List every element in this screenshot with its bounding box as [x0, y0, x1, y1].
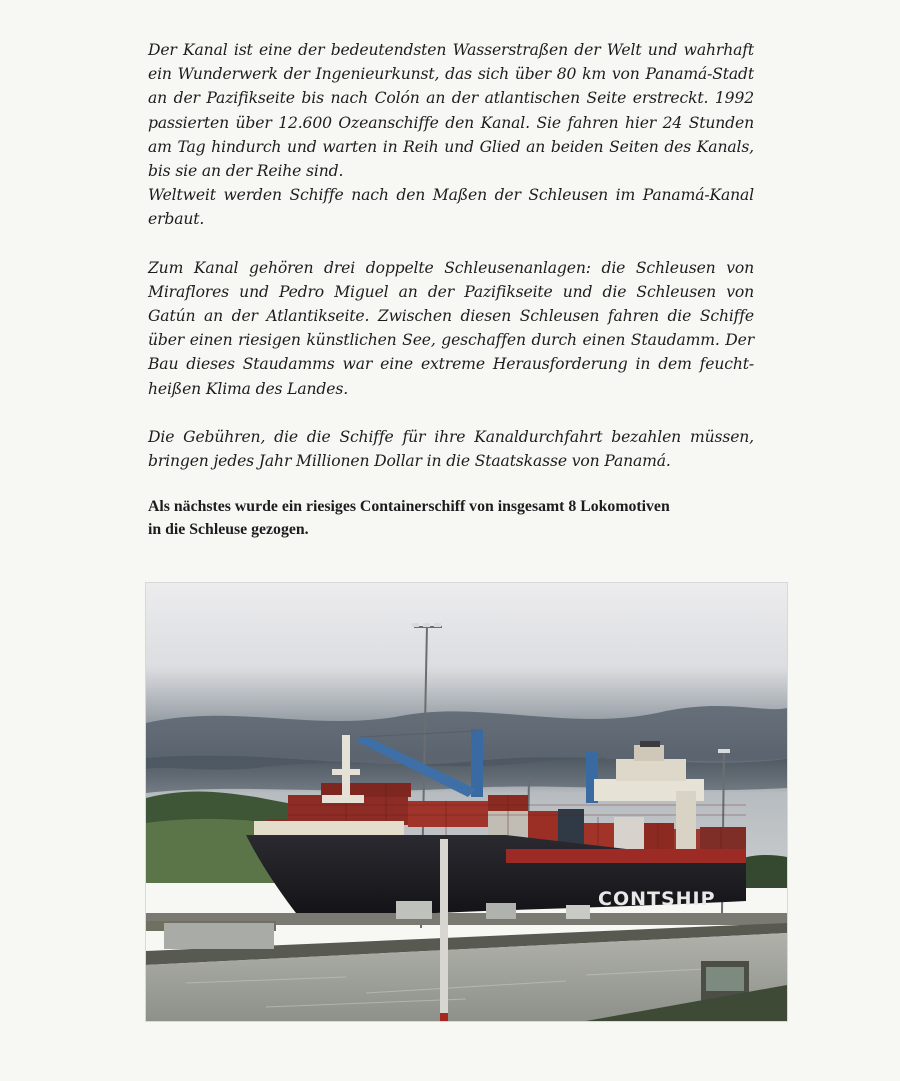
- photo-caption: [148, 495, 754, 541]
- paragraph-canal-intro: [148, 38, 754, 232]
- caption-line: Als nächstes wurde ein riesiges Containerschiff von insgesamt 8 Lokomotiven: [148, 498, 670, 516]
- text-line: Zum Kanal gehören drei doppelte Schleusenanlagen: die Schleusen von: [148, 258, 754, 277]
- text-line: Gatún an der Atlantikseite. Zwischen diesen Schleusen fahren die Schiffe: [148, 307, 754, 326]
- text-line: am Tag hindurch und warten in Reih und Glied an beiden Seiten des Kanals,: [148, 137, 754, 156]
- paragraph-fees: [148, 425, 754, 473]
- text-line: an der Pazifikseite bis nach Colón an der atlantischen Seite erstreckt. 1992: [148, 89, 754, 108]
- text-line: ein Wunderwerk der Ingenieurkunst, das sich über 80 km von Panamá-Stadt: [148, 65, 754, 84]
- text-line: Miraflores und Pedro Miguel an der Pazifikseite und die Schleusen von: [148, 282, 754, 301]
- text-line: erbaut.: [148, 210, 205, 229]
- caption-line: in die Schleuse gezogen.: [148, 521, 309, 539]
- text-block: [148, 38, 754, 541]
- text-line: passierten über 12.600 Ozeanschiffe den Kanal. Sie fahren hier 24 Stunden: [148, 113, 754, 132]
- text-line: Die Gebühren, die die Schiffe für ihre Kanaldurchfahrt bezahlen müssen,: [148, 427, 754, 446]
- text-line: Weltweit werden Schiffe nach den Maßen der Schleusen im Panamá-Kanal: [148, 186, 754, 205]
- locomotive: [164, 923, 274, 949]
- text-line: bringen jedes Jahr Millionen Dollar in die Staatskasse von Panamá.: [148, 452, 671, 471]
- hull-lettering: CONTSHIP: [598, 888, 716, 910]
- text-line: Der Kanal ist eine der bedeutendsten Wasserstraßen der Welt und wahrhaft: [148, 41, 754, 59]
- ship-deck: [254, 821, 404, 835]
- foreground-pole: [440, 839, 448, 1021]
- container-ship-photo: [146, 583, 787, 1021]
- text-line: heißen Klima des Landes.: [148, 379, 349, 398]
- text-line: über einen riesigen künstlichen See, geschaffen durch einen Staudamm. Der: [148, 331, 754, 350]
- paragraph-locks: [148, 256, 754, 401]
- text-line: bis sie an der Reihe sind.: [148, 162, 344, 181]
- text-line: Bau dieses Staudamms war eine extreme Herausforderung in dem feucht-: [148, 355, 754, 374]
